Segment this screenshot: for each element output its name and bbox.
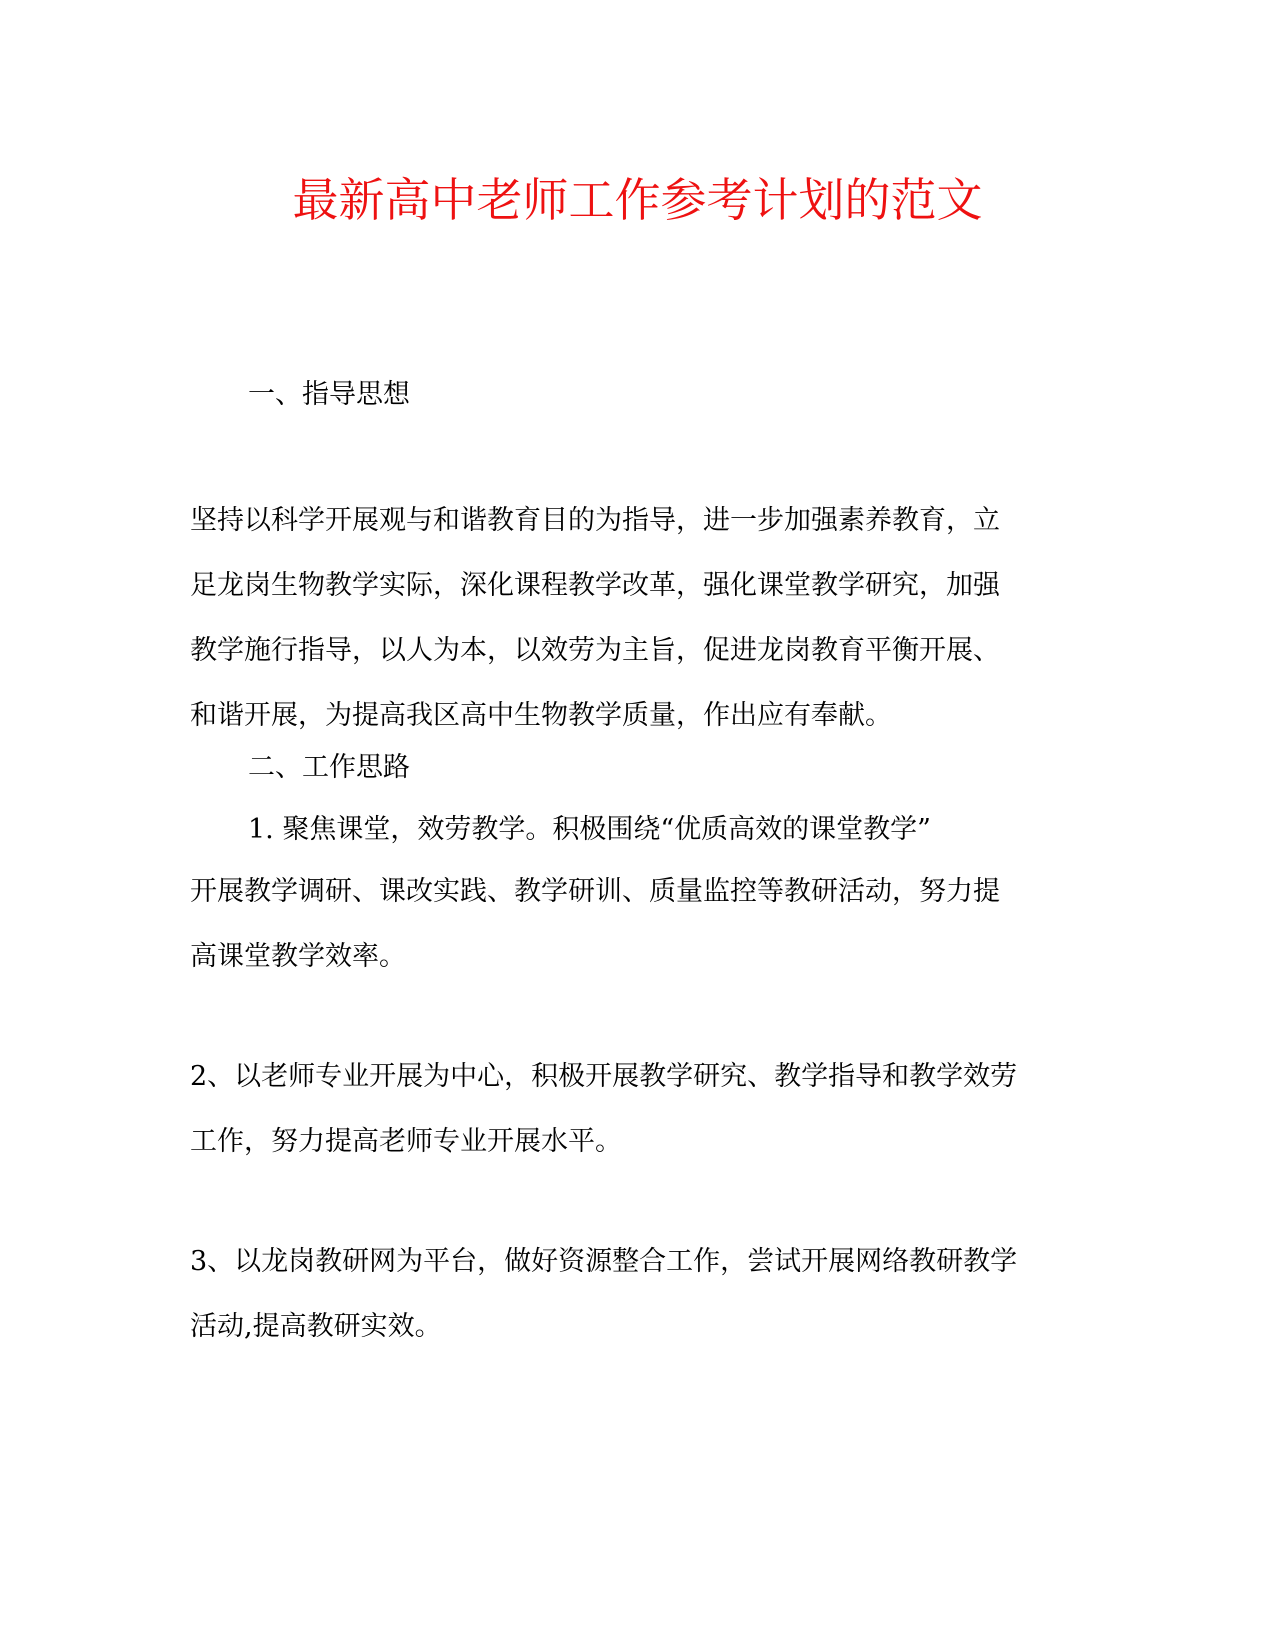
paragraph-line: 足龙岗生物教学实际，深化课程教学改革，强化课堂教学研究，加强 (190, 570, 1000, 601)
item-1-first-line (248, 797, 1148, 862)
item-3 (190, 1229, 1090, 1359)
paragraph-line: 高课堂教学效率。 (190, 941, 406, 972)
heading-text: 一、指导思想 (248, 379, 410, 410)
paragraph-line: 活动,提高教研实效。 (190, 1311, 442, 1342)
paragraph-line: 开展教学调研、课改实践、教学研训、质量监控等教研活动，努力提 (190, 876, 1000, 907)
paragraph-line: 3、以龙岗教研网为平台，做好资源整合工作，尝试开展网络教研教学 (190, 1246, 1018, 1277)
paragraph-line: 2、以老师专业开展为中心，积极开展教学研究、教学指导和教学效劳 (190, 1061, 1018, 1092)
paragraph-line: 1. 聚焦课堂，效劳教学。积极围绕“优质高效的课堂教学” (248, 814, 931, 845)
section-heading-guiding-thought (248, 362, 1148, 427)
paragraph-guiding-thought (190, 488, 1090, 748)
paragraph-line: 工作，努力提高老师专业开展水平。 (190, 1126, 622, 1157)
paragraph-line: 和谐开展，为提高我区高中生物教学质量，作出应有奉献。 (190, 700, 892, 731)
paragraph-line: 坚持以科学开展观与和谐教育目的为指导，进一步加强素养教育，立 (190, 505, 1000, 536)
item-2 (190, 1044, 1090, 1174)
item-1-continuation (190, 859, 1090, 989)
document-title: 最新高中老师工作参考计划的范文 (292, 173, 983, 227)
heading-text: 二、工作思路 (248, 752, 410, 783)
paragraph-line: 教学施行指导，以人为本，以效劳为主旨，促进龙岗教育平衡开展、 (190, 635, 1000, 666)
section-heading-work-ideas (248, 735, 1148, 800)
